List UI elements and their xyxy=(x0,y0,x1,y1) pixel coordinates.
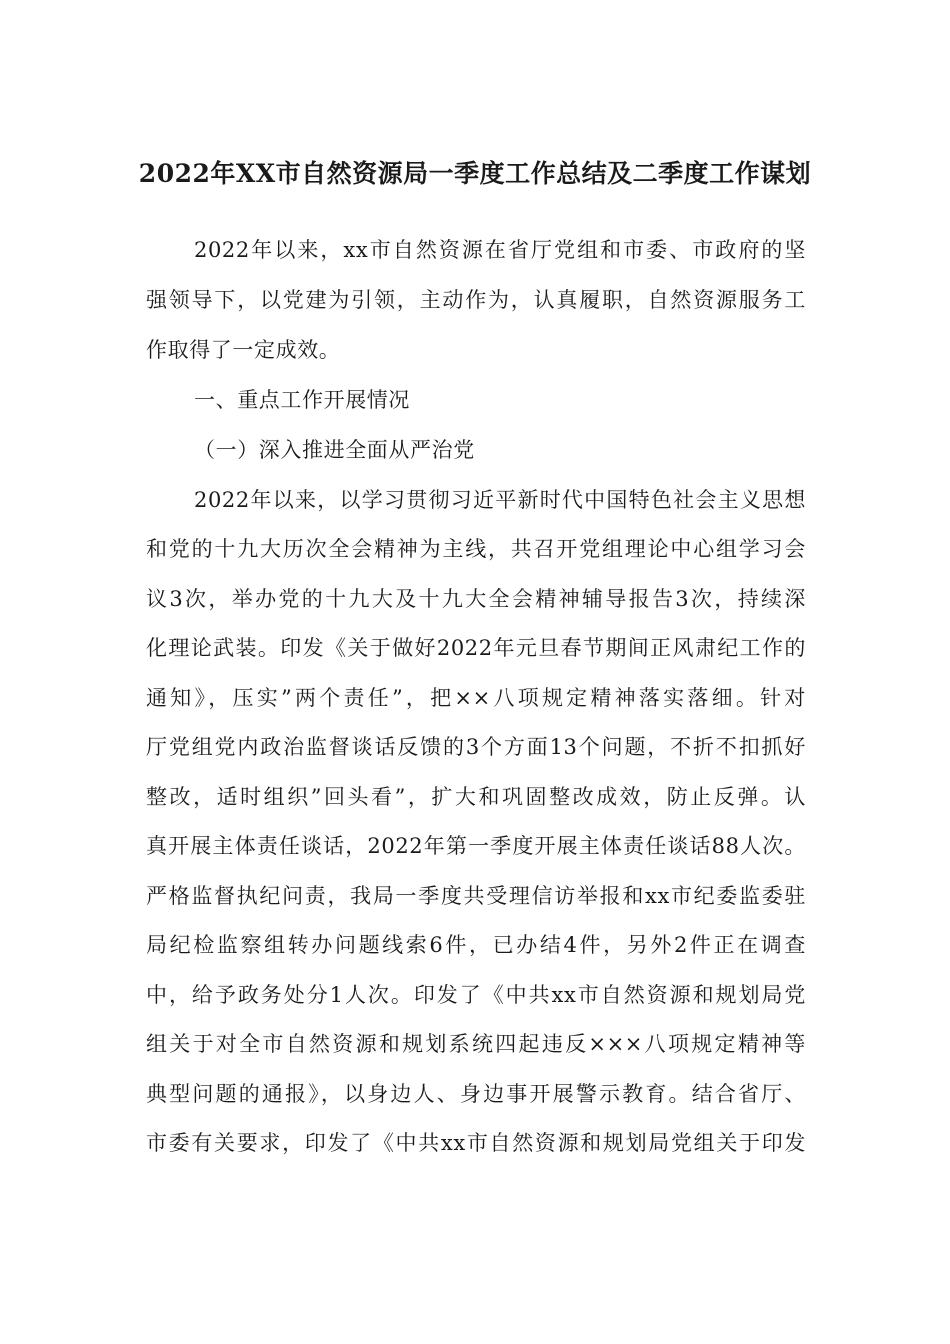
paragraph-line: 化理论武装。印发《关于做好2022年元旦春节期间正风肃纪工作的 xyxy=(146,636,806,660)
paragraph-line: 典型问题的通报》，以身边人、身边事开展警示教育。结合省厅、 xyxy=(146,1082,806,1106)
paragraph-line: 议3次，举办党的十九大及十九大全会精神辅导报告3次，持续深 xyxy=(146,587,806,611)
paragraph-line: 2022年以来，以学习贯彻习近平新时代中国特色社会主义思想 xyxy=(194,488,806,512)
paragraph-line: 和党的十九大历次全会精神为主线，共召开党组理论中心组学习会 xyxy=(146,537,806,561)
paragraph-line: 局纪检监察组转办问题线索6件，已办结4件，另外2件正在调查 xyxy=(146,933,806,957)
paragraph-line: 强领导下，以党建为引领，主动作为，认真履职，自然资源服务工 xyxy=(146,288,806,312)
document-title: 2022年XX市自然资源局一季度工作总结及二季度工作谋划 xyxy=(138,159,812,188)
paragraph-line: 真开展主体责任谈话，2022年第一季度开展主体责任谈话88人次。 xyxy=(146,834,806,858)
paragraph-line: 作取得了一定成效。 xyxy=(146,338,341,362)
paragraph-line: 组关于对全市自然资源和规划系统四起违反×××八项规定精神等 xyxy=(146,1032,806,1056)
paragraph-line: 2022年以来，xx市自然资源在省厅党组和市委、市政府的坚 xyxy=(194,238,806,262)
section-heading: 一、重点工作开展情况 xyxy=(194,388,410,412)
paragraph-line: 严格监督执纪问责，我局一季度共受理信访举报和xx市纪委监委驻 xyxy=(146,884,806,908)
paragraph-line: 市委有关要求，印发了《中共xx市自然资源和规划局党组关于印发 xyxy=(146,1131,806,1155)
subsection-heading: （一）深入推进全面从严治党 xyxy=(194,438,475,462)
paragraph-line: 中，给予政务处分1人次。印发了《中共xx市自然资源和规划局党 xyxy=(146,983,806,1007)
paragraph-line: 整改，适时组织”回头看”，扩大和巩固整改成效，防止反弹。认 xyxy=(146,785,806,809)
paragraph-line: 通知》，压实”两个责任”，把××八项规定精神落实落细。针对 xyxy=(146,686,806,710)
paragraph-line: 厅党组党内政治监督谈话反馈的3个方面13个问题，不折不扣抓好 xyxy=(146,735,806,759)
